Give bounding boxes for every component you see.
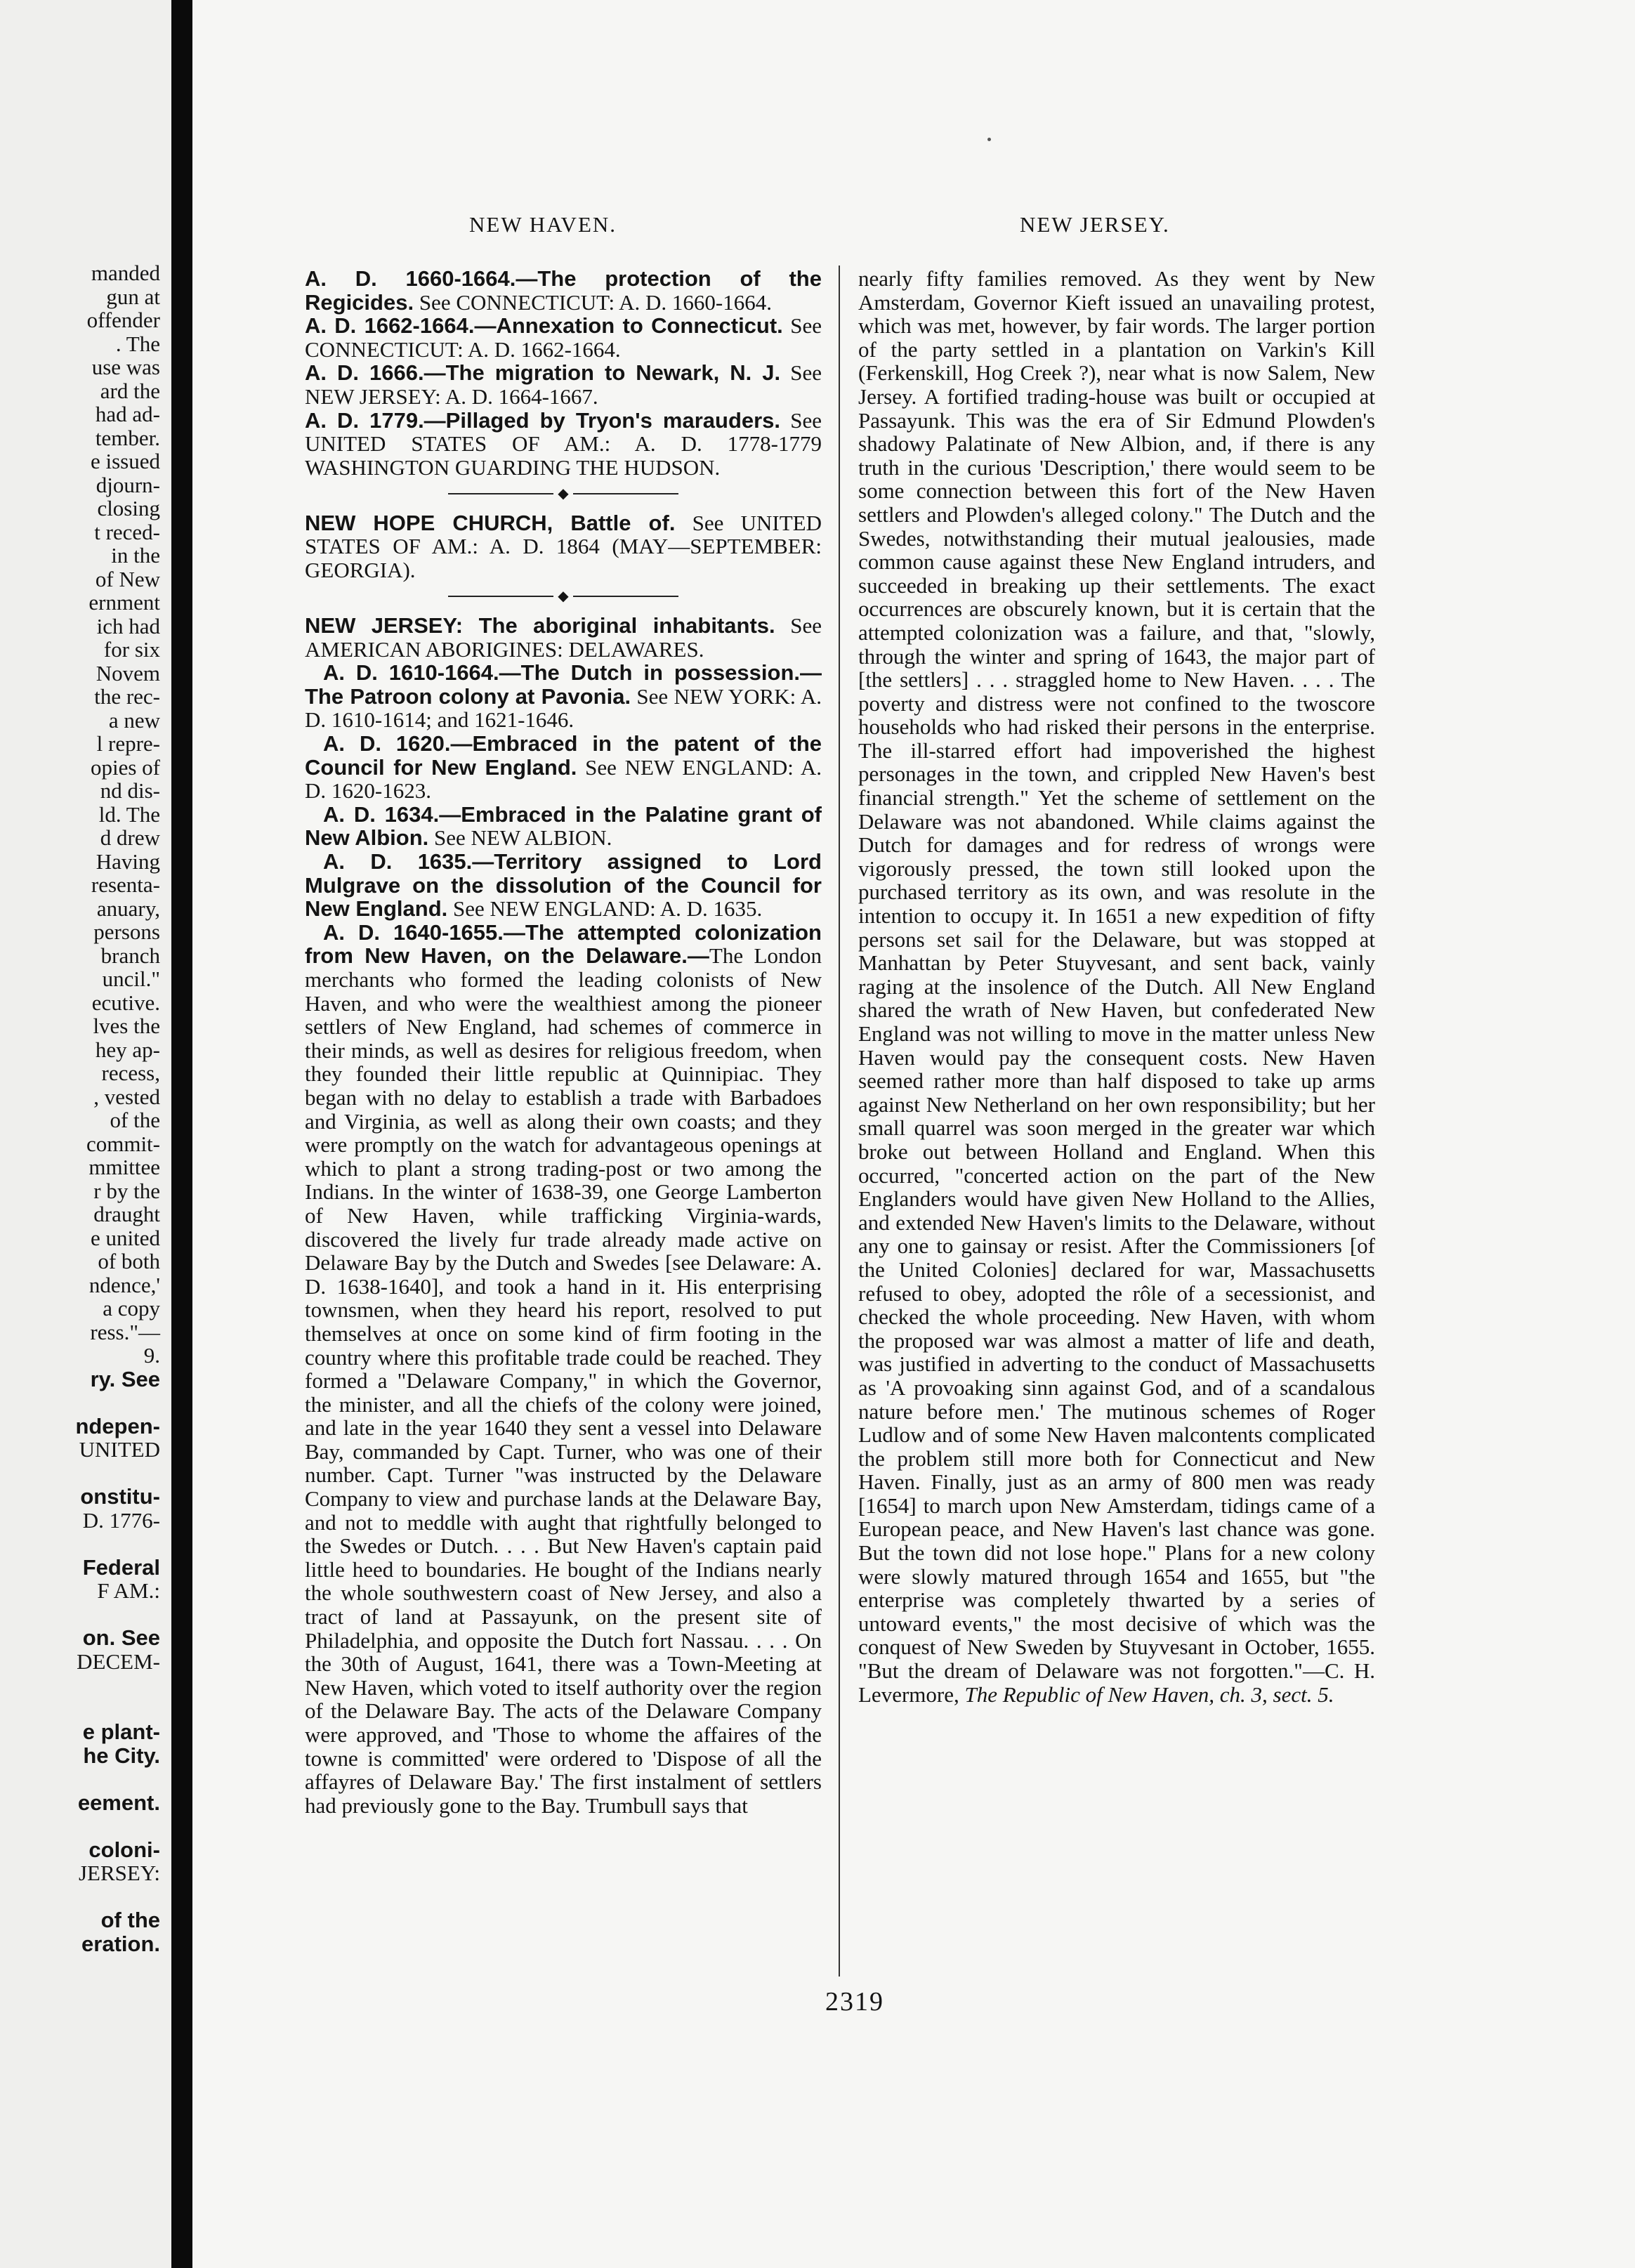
entry-heading: A. D. 1660-1664.—The protection of the Regicides.	[305, 266, 822, 315]
margin-fragment: ress."—	[90, 1319, 160, 1344]
margin-fragment: persons	[93, 919, 160, 944]
margin-fragment: lves the	[93, 1014, 160, 1038]
entry-heading: A. D. 1640-1655.—The attempted colonization from New Haven, on the Delaware.—	[305, 919, 822, 969]
margin-fragment: in the	[111, 543, 160, 568]
margin-fragment: tember.	[95, 425, 160, 450]
margin-fragment: ndepen-	[75, 1413, 160, 1438]
entry-1635	[305, 850, 822, 921]
margin-fragment: draught	[93, 1202, 160, 1226]
entry-heading: A. D. 1635.—Territory assigned to Lord Mulgrave on the dissolution of the Council for New England.	[305, 849, 822, 922]
margin-fragment: e plant-	[82, 1719, 160, 1744]
margin-fragment	[0, 1603, 160, 1627]
margin-fragment: r by the	[93, 1178, 160, 1203]
entry-1640	[305, 921, 822, 1818]
margin-fragment: mmittee	[88, 1155, 160, 1179]
entry-1666	[305, 361, 822, 408]
entry-1634	[305, 803, 822, 850]
margin-fragment: recess,	[101, 1061, 160, 1085]
margin-fragment: d drew	[100, 825, 160, 850]
section-divider: ◆	[305, 482, 822, 504]
margin-fragment: F AM.:	[97, 1578, 160, 1603]
margin-fragment: Federal	[82, 1554, 160, 1580]
margin-fragment	[0, 1767, 160, 1791]
margin-fragment: hey ap-	[95, 1037, 160, 1062]
margin-fragment: e united	[91, 1225, 160, 1250]
margin-fragment: onstitu-	[80, 1484, 160, 1509]
margin-fragment: a copy	[103, 1296, 160, 1320]
margin-fragment: ld. The	[98, 801, 160, 827]
entry-heading: A. D. 1666.—The migration to Newark, N. J.	[305, 360, 781, 386]
margin-fragment: opies of	[90, 754, 160, 780]
margin-fragment: a new	[108, 707, 160, 733]
entry-body: See NEW ENGLAND: A. D. 1635.	[447, 896, 763, 922]
running-head-right: NEW JERSEY.	[1020, 212, 1170, 237]
margin-fragment	[0, 1391, 160, 1415]
entry-1640-continued	[858, 267, 1375, 1706]
margin-fragment	[0, 1673, 160, 1697]
section-divider: ◆	[305, 585, 822, 607]
margin-fragment	[0, 1462, 160, 1486]
column-right	[858, 267, 1375, 1706]
margin-fragment: Having	[96, 848, 160, 874]
running-head-left: NEW HAVEN.	[469, 212, 617, 237]
entry-body: See NEW YORK: A. D. 1610-1614; and 1621-1646.	[305, 683, 822, 733]
entry-body: See NEW JERSEY: A. D. 1664-1667.	[305, 360, 822, 409]
entry-body: See NEW ENGLAND: A. D. 1620-1623.	[305, 754, 822, 804]
margin-fragment: gun at	[106, 284, 160, 309]
entry-heading: NEW HOPE CHURCH, Battle of.	[305, 510, 676, 535]
entry-body: See CONNECTICUT: A. D. 1660-1664.	[414, 289, 772, 315]
entry-1779	[305, 409, 822, 480]
margin-fragment: of New	[95, 566, 160, 591]
entry-1610	[305, 661, 822, 732]
entry-1660	[305, 267, 822, 314]
entry-heading: A. D. 1634.—Embraced in the Palatine grant of New Albion.	[305, 801, 822, 851]
entry-new-jersey	[305, 614, 822, 661]
margin-fragment	[0, 1532, 160, 1556]
margin-fragment: 9.	[143, 1343, 160, 1368]
entry-1620	[305, 732, 822, 803]
margin-fragment: djourn-	[96, 472, 160, 497]
previous-page-margin	[0, 0, 171, 2268]
margin-fragment: t reced-	[94, 519, 160, 544]
margin-fragment: the rec-	[94, 684, 160, 709]
margin-fragment: eration.	[81, 1931, 160, 1956]
column-rule	[839, 266, 840, 1977]
margin-fragment: branch	[100, 943, 160, 968]
margin-fragment: . The	[115, 331, 160, 356]
margin-fragment: of the	[100, 1908, 160, 1932]
margin-fragment	[0, 1697, 160, 1721]
margin-fragment: for six	[103, 637, 160, 662]
entry-heading: A. D. 1779.—Pillaged by Tryon's marauders.	[305, 407, 781, 433]
margin-fragment: Novem	[96, 660, 160, 686]
entry-heading: A. D. 1662-1664.—Annexation to Connecticut.	[305, 313, 783, 339]
book-gutter	[171, 0, 192, 2268]
margin-fragment: l repre-	[96, 731, 160, 756]
margin-fragment: of the	[110, 1108, 160, 1132]
margin-fragment: ard the	[100, 378, 160, 403]
margin-fragment: coloni-	[88, 1837, 160, 1862]
margin-fragment: nd dis-	[100, 778, 160, 803]
margin-fragment	[0, 1814, 160, 1838]
margin-fragment: ich had	[96, 613, 160, 638]
margin-fragment: resenta-	[91, 872, 160, 897]
margin-fragment: D. 1776-	[82, 1507, 160, 1533]
entry-new-hope-church	[305, 511, 822, 582]
citation: The Republic of New Haven, ch. 3, sect. 5.	[964, 1682, 1334, 1707]
entry-body: See NEW ALBION.	[428, 825, 612, 851]
entry-heading: A. D. 1610-1664.—The Dutch in possession.—The Patroon colony at Pavonia.	[305, 660, 822, 709]
entry-body: See AMERICAN ABORIGINES: DELAWARES.	[305, 613, 822, 662]
margin-fragment: ry. See	[90, 1366, 160, 1391]
margin-fragment: anuary,	[96, 896, 160, 921]
margin-fragment: manded	[91, 261, 160, 285]
margin-fragment: closing	[97, 496, 160, 520]
margin-fragment: DECEM-	[77, 1648, 160, 1674]
margin-fragment: use was	[91, 355, 160, 379]
entry-body: See CONNECTICUT: A. D. 1662-1664.	[305, 313, 822, 362]
entry-1662	[305, 314, 822, 361]
entry-heading: NEW JERSEY: The aboriginal inhabitants.	[305, 613, 775, 638]
margin-fragment: eement.	[77, 1790, 160, 1815]
entry-body: nearly fifty families removed. As they went by New Amsterdam, Governor Kieft issued an unavailing protest, which was met, however, by fair words. The larger portion of the party settled in a plantation on Varkin's Kill (Ferkenskill, Hog Creek ?), near what is now Salem, New Jersey. A fortified trading-house was built or occupied at Passayunk. This was the era of Sir Edmund Plowden's shadowy Palatinate of New Albion, and, if there is any truth in the curious 'Description,' there would seem to be some connection between this fort of the New Haven settlers and Plowden's alleged colony." The Dutch and the Swedes, notwithstanding their mutual jealousies, made common cause against these New England intruders, and succeeded in breaking up their settlements. The exact occurrences are obscurely known, but it is certain that the attempted colonization was a failure, and that, "slowly, through the winter and spring of 1643, the major part of [the settlers] . . . straggled home to New Haven. . . . The poverty and distress were not confined to the twoscore households who had risked their persons in the enterprise. The ill-starred effort had impoverished the highest personages in the town, and crippled New Haven's best financial strength." Yet the scheme of settlement on the Delaware was not abandoned. While claims against the Dutch for damages and for redress of wrongs were vigorously pressed, the town still looked upon the purchased territory as its own, and was resolute in the intention to occupy it. In 1651 a new expedition of fifty persons set sail for the Delaware, but was stopped at Manhattan by Peter Stuyvesant, and sent back, vainly raging at the insolence of the Dutch. All New England shared the wrath of New Haven, but confederated New England was not willing to move in the matter unless New Haven would pay the consequent costs. New Haven seemed rather more than half disposed to take up arms against New Netherland on her own responsibility; but her small quarrel was soon merged in the greater war which broke out between Holland and England. When this occurred, "concerted action on the part of the New Englanders would have given New Holland to the Allies, and extended New Haven's limits to the Delaware, without any one to gainsay or resist. After the Commissioners [of the United Colonies] declared for war, Massachusetts refused to obey, adopted the rôle of a secessionist, and checked the whole proceeding. New Haven, with whom the proposed war was almost a matter of life and death, was justified in adverting to the conduct of Massachusetts as 'A provoaking sinn against God, and of a scandalous nature before men.' The mutinous schemes of Roger Ludlow and of some New Haven malcontents complicated the problem still more both for Connecticut and New Haven. Finally, just as an army of 800 men was ready [1654] to march upon New Amsterdam, tidings came of a European peace, and New Haven's last chance was gone. But the town did not lose hope." Plans for a new colony were slowly matured through 1654 and 1655, but "the enterprise was completely thwarted by a series of untoward events," the most decisive of which was the conquest of New Sweden by Stuyvesant in October, 1655. "But the dream of Delaware was not forgotten."—C. H. Levermore,	[858, 266, 1375, 1707]
margin-fragment: ernment	[88, 590, 160, 615]
margin-fragment: UNITED	[79, 1437, 160, 1462]
margin-fragment: ndence,'	[88, 1272, 160, 1297]
entry-body: The London merchants who formed the leading colonists of New Haven, and who were the wealthiest among the pioneer settlers of New England, had schemes of commerce in their minds, as well as desires for religious freedom, when they founded their little republic at Quinnipiac. They began with no delay to establish a trade with Barbadoes and Virginia, as well as along their own coasts; and they were promptly on the watch for advantageous openings at which to plant a strong trading-post or two among the Indians. In the winter of 1638-39, one George Lamberton of New Haven, while trafficking Virginia-wards, discovered the lively fur trade already made active on Delaware Bay by the Dutch and Swedes [see Delaware: A. D. 1638-1640], and took a hand in it. His enterprising townsmen, when they heard his report, resolved to put themselves at once on some kind of firm footing in the country where this profitable trade could be reached. They formed a "Delaware Company," in which the Governor, the minister, and all the chiefs of the colony were joined, and late in the year 1640 they sent a vessel into Delaware Bay, commanded by Capt. Turner, who was one of their number. Capt. Turner "was instructed by the Delaware Company to view and purchase lands at the Delaware Bay, and not to meddle with aught that rightfully belonged to the Swedes or Dutch. . . . But New Haven's captain paid little heed to boundaries. He bought of the Indians nearly the whole southwestern coast of New Jersey, and also a tract of land at Passayunk, on the present site of Philadelphia, and opposite the Dutch fort Nassau. . . . On the 30th of August, 1641, there was a Town-Meeting at New Haven, which voted to itself authority over the region of the Delaware Bay. The acts of the Delaware Company were approved, and 'Those to whome the affaires of the towne is committed' were ordered to 'Dispose of all the affayres of Delaware Bay.' The first instalment of settlers had previously gone to the Bay. Trumbull says that	[305, 943, 822, 1818]
margin-fragment: of both	[98, 1249, 160, 1273]
previous-page-text-fragments	[0, 261, 160, 1955]
margin-fragment: ecutive.	[91, 990, 160, 1015]
entry-heading: A. D. 1620.—Embraced in the patent of the Council for New England.	[305, 731, 822, 780]
margin-fragment	[0, 1885, 160, 1909]
entry-body: See UNITED STATES OF AM.: A. D. 1778-1779 WASHINGTON GUARDING THE HUDSON.	[305, 407, 822, 480]
margin-fragment: had ad-	[95, 402, 160, 426]
margin-fragment: on. See	[82, 1625, 160, 1650]
margin-fragment: commit-	[86, 1131, 160, 1156]
margin-fragment: , vested	[93, 1084, 160, 1109]
margin-fragment: uncil."	[102, 966, 160, 991]
margin-fragment: he City.	[83, 1743, 160, 1768]
column-left	[305, 267, 822, 1817]
margin-fragment: e issued	[90, 449, 160, 473]
entry-body: See UNITED STATES OF AM.: A. D. 1864 (MAY—SEPTEMBER: GEORGIA).	[305, 510, 822, 583]
page-number: 2319	[825, 1987, 884, 2017]
paper-speck	[987, 138, 991, 141]
margin-fragment: offender	[86, 308, 160, 332]
margin-fragment: JERSEY:	[78, 1861, 160, 1885]
